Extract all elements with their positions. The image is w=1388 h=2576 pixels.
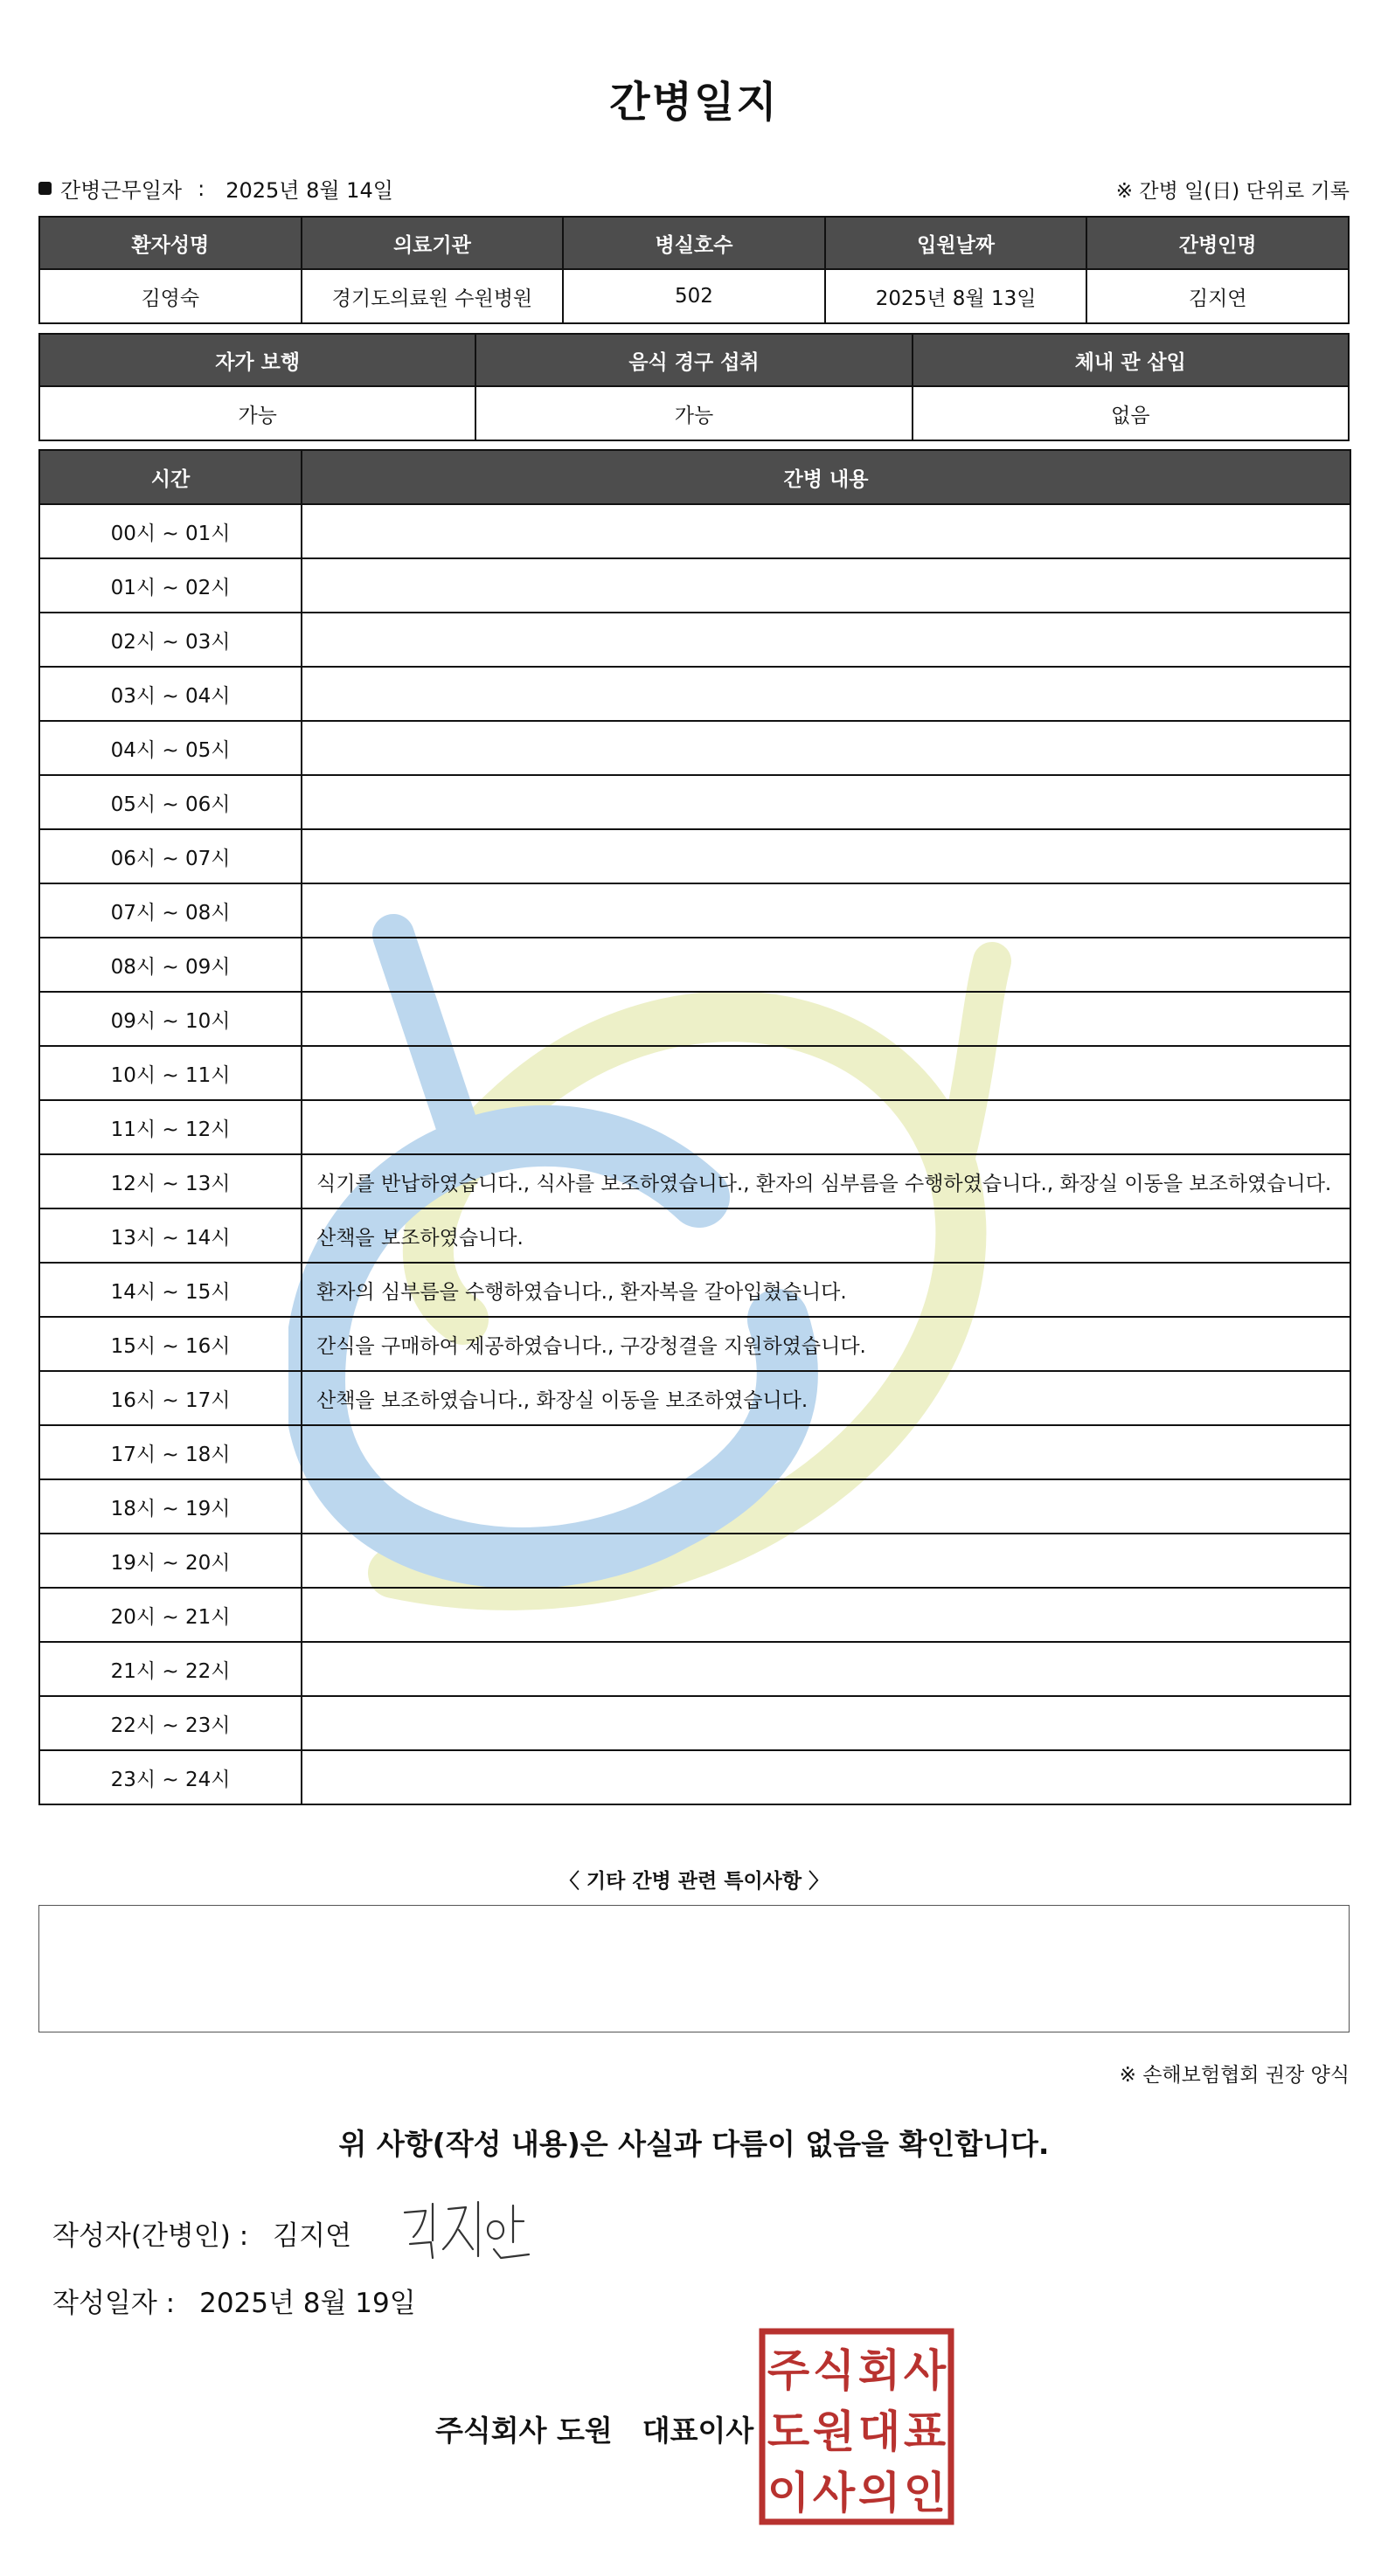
care-log-row [39,1696,1350,1750]
form-source-note: ※ 손해보험협회 권장 양식 [1119,2064,1350,2087]
care-log-time: 03시 ~ 04시 [39,667,302,721]
header-room-number: 병실호수 [563,217,825,269]
page-title: 간병일지 [609,78,779,127]
care-log-body [39,504,1350,1804]
care-log-row [39,613,1350,667]
tube-insertion-value: 없음 [913,386,1349,440]
care-log-time: 05시 ~ 06시 [39,775,302,829]
care-log-content: 환자의 심부름을 수행하였습니다., 환자복을 갈아입혔습니다. [302,1263,1350,1317]
care-log-time: 00시 ~ 01시 [39,504,302,558]
confirmation-statement: 위 사항(작성 내용)은 사실과 다름이 없음을 확인합니다. [338,2127,1050,2161]
oral-intake-value: 가능 [475,386,912,440]
care-log-row [39,829,1350,883]
care-log-row [39,1588,1350,1642]
care-log-row [39,1750,1350,1804]
care-log-content [302,992,1350,1046]
other-notes-box [38,1905,1350,2032]
care-log-content [302,667,1350,721]
care-log-time: 18시 ~ 19시 [39,1479,302,1534]
care-log-time: 04시 ~ 05시 [39,721,302,775]
write-date-value: 2025년 8월 19일 [199,2288,416,2319]
patient-info-value-row [39,269,1349,323]
company-representative: 대표이사 [642,2413,754,2448]
care-log-content [302,775,1350,829]
care-log-row [39,1642,1350,1696]
header-time: 시간 [39,450,302,504]
patient-status-header-row [39,334,1349,386]
care-log-content [302,883,1350,938]
care-log-time: 11시 ~ 12시 [39,1100,302,1154]
header-oral-intake: 음식 경구 섭취 [475,334,912,386]
record-unit-note: ※ 간병 일(日) 단위로 기록 [1115,180,1350,203]
patient-name: 김영숙 [39,269,302,323]
bullet-square-icon [38,182,52,195]
write-date-label: 작성일자 : [52,2288,176,2319]
care-log-content [302,721,1350,775]
care-log-row [39,558,1350,613]
care-log-content: 식기를 반납하였습니다., 식사를 보조하였습니다., 환자의 심부름을 수행하였습니다., 화장실 이동을 보조하였습니다. [302,1154,1350,1208]
seal-character: 인 [903,2468,947,2518]
care-log-time: 09시 ~ 10시 [39,992,302,1046]
care-log-row [39,667,1350,721]
care-log-time: 01시 ~ 02시 [39,558,302,613]
care-log-row [39,1479,1350,1534]
care-log-content: 간식을 구매하여 제공하였습니다., 구강청결을 지원하였습니다. [302,1317,1350,1371]
company-name: 주식회사 도원 [435,2413,613,2448]
header-self-walking: 자가 보행 [39,334,475,386]
care-log-time: 23시 ~ 24시 [39,1750,302,1804]
writer-row [52,2213,351,2253]
seal-character: 주 [767,2345,810,2396]
care-log-row [39,1371,1350,1425]
company-seal [759,2328,954,2525]
header-hospital: 의료기관 [302,217,564,269]
care-log-content [302,558,1350,613]
care-log-content [302,1750,1350,1804]
care-log-time: 12시 ~ 13시 [39,1154,302,1208]
care-log-time: 07시 ~ 08시 [39,883,302,938]
care-log-row [39,721,1350,775]
care-log-content [302,1479,1350,1534]
care-log-row [39,1263,1350,1317]
care-log-row [39,938,1350,992]
care-log-content [302,1588,1350,1642]
care-log-time: 14시 ~ 15시 [39,1263,302,1317]
seal-character: 표 [903,2406,947,2457]
care-log-row [39,992,1350,1046]
work-date-row [38,173,393,204]
writer-name: 김지연 [273,2220,352,2252]
care-log-row [39,1046,1350,1100]
care-log-table [38,449,1351,1805]
work-date-label: 간병근무일자 [60,178,183,203]
care-log-content: 산책을 보조하였습니다., 화장실 이동을 보조하였습니다. [302,1371,1350,1425]
patient-info-table [38,216,1350,324]
room-number: 502 [563,269,825,323]
admission-date: 2025년 8월 13일 [825,269,1087,323]
seal-character: 이 [767,2468,810,2518]
hospital-name: 경기도의료원 수원병원 [302,269,564,323]
patient-status-value-row [39,386,1349,440]
care-log-time: 10시 ~ 11시 [39,1046,302,1100]
header-admission-date: 입원날짜 [825,217,1087,269]
care-log-row [39,1208,1350,1263]
seal-character: 대 [857,2406,901,2457]
care-log-row [39,1317,1350,1371]
seal-character: 의 [857,2468,901,2518]
company-signature-line [435,2408,753,2449]
work-date-value: 2025년 8월 14일 [226,178,393,203]
care-log-time: 13시 ~ 14시 [39,1208,302,1263]
care-log-content [302,1100,1350,1154]
care-log-content [302,1425,1350,1479]
care-log-row [39,1100,1350,1154]
care-log-row [39,1534,1350,1588]
header-patient-name: 환자성명 [39,217,302,269]
care-log-content [302,1534,1350,1588]
care-log-row [39,1154,1350,1208]
care-log-time: 21시 ~ 22시 [39,1642,302,1696]
seal-character: 사 [903,2345,947,2396]
care-log-row [39,883,1350,938]
care-log-content [302,1696,1350,1750]
care-log-time: 15시 ~ 16시 [39,1317,302,1371]
self-walking-value: 가능 [39,386,475,440]
header-caregiver-name: 간병인명 [1086,217,1349,269]
care-log-content [302,1046,1350,1100]
care-log-time: 22시 ~ 23시 [39,1696,302,1750]
seal-character: 식 [812,2345,856,2396]
care-log-row [39,1425,1350,1479]
caregiver-name: 김지연 [1086,269,1349,323]
seal-character: 회 [857,2345,901,2396]
work-date-separator: : [198,176,205,201]
care-log-row [39,504,1350,558]
care-log-content [302,504,1350,558]
care-log-time: 02시 ~ 03시 [39,613,302,667]
care-log-time: 20시 ~ 21시 [39,1588,302,1642]
care-log-content [302,938,1350,992]
care-log-row [39,775,1350,829]
patient-status-table [38,333,1350,441]
other-notes-title: 〈 기타 간병 관련 특이사항 〉 [559,1870,829,1893]
care-log-time: 16시 ~ 17시 [39,1371,302,1425]
header-care-content: 간병 내용 [302,450,1350,504]
care-log-time: 19시 ~ 20시 [39,1534,302,1588]
handwritten-signature [398,2195,546,2265]
writer-label: 작성자(간병인) : [52,2220,249,2252]
patient-info-header-row [39,217,1349,269]
care-log-time: 17시 ~ 18시 [39,1425,302,1479]
care-log-time: 06시 ~ 07시 [39,829,302,883]
seal-character: 사 [812,2468,856,2518]
care-log-content [302,613,1350,667]
seal-character: 도 [767,2406,810,2457]
care-log-content [302,829,1350,883]
write-date-row [52,2281,416,2320]
care-log-content [302,1642,1350,1696]
header-tube-insertion: 체내 관 삽입 [913,334,1349,386]
seal-character: 원 [812,2406,856,2457]
care-log-time: 08시 ~ 09시 [39,938,302,992]
care-log-header-row [39,450,1350,504]
care-log-content: 산책을 보조하였습니다. [302,1208,1350,1263]
